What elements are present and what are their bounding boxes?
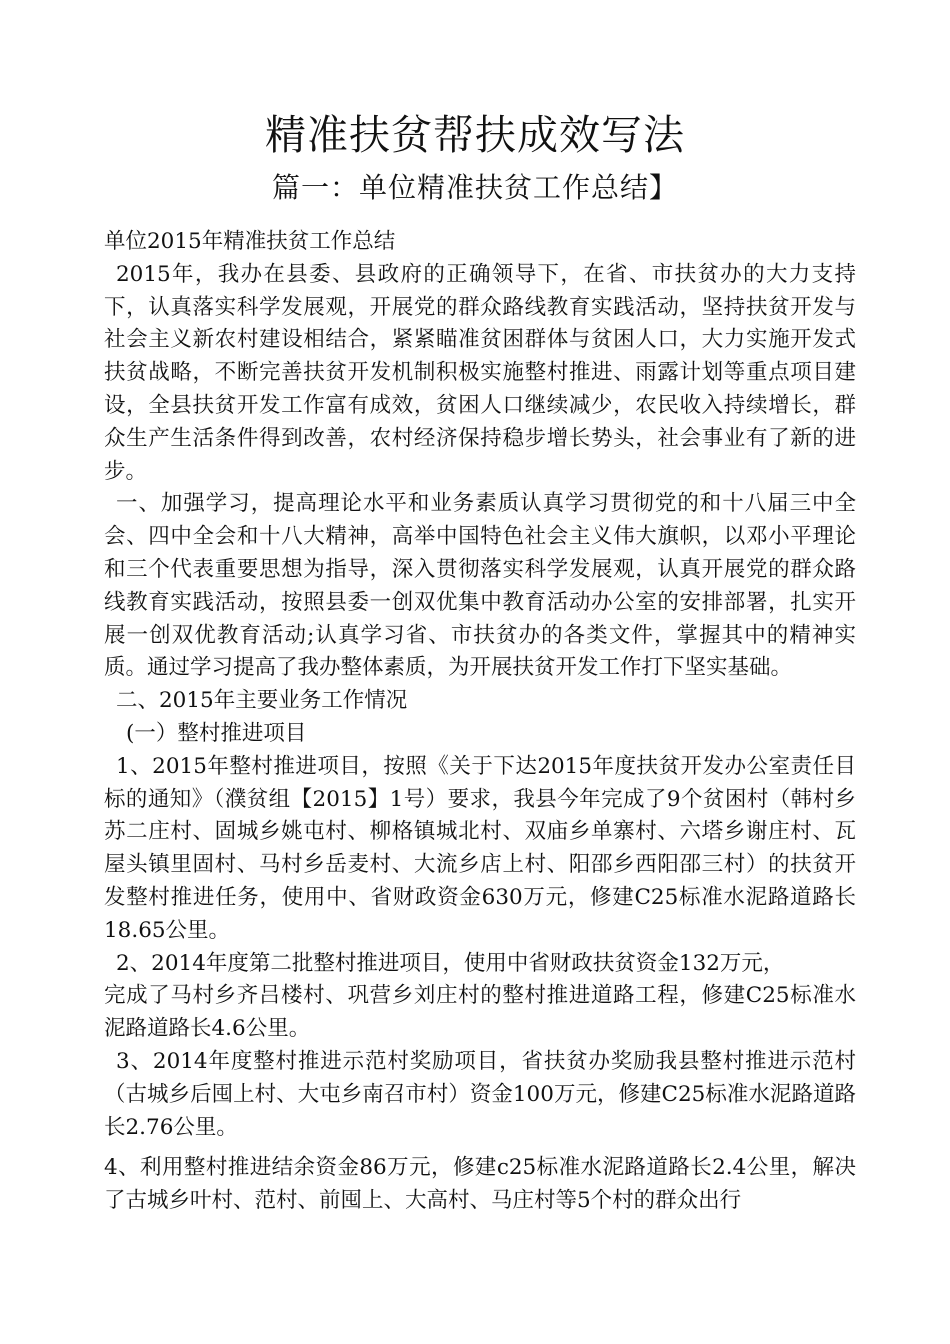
- study-paragraph: 一、加强学习，提高理论水平和业务素质认真学习贯彻党的和十八届三中全会、四中全会和十八大精神，高举中国特色社会主义伟大旗帜，以邓小平理论和三个代表重要思想为指导，深入贯彻落实科学发展观，认真开展党的群众路线教育实践活动，按照县委一创双优集中教育活动办公室的安排部署，扎实开展一创双优教育活动;认真学习省、市扶贫办的各类文件，掌握其中的精神实质。通过学习提高了我办整体素质，为开展扶贫开发工作打下坚实基础。: [104, 491, 856, 681]
- item-3-paragraph: 3、2014年度整村推进示范村奖励项目，省扶贫办奖励我县整村推进示范村（古城乡后囤上村、大屯乡南召市村）资金100万元，修建C25标准水泥路道路长2.76公里。: [104, 1048, 856, 1140]
- intro-paragraph: 2015年，我办在县委、县政府的正确领导下，在省、市扶贫办的大力支持下，认真落实科学发展观，开展党的群众路线教育实践活动，坚持扶贫开发与社会主义新农村建设相结合，紧紧瞄准贫困群体与贫困人口，大力实施开发式扶贫战略，不断完善扶贫开发机制积极实施整村推进、雨露计划等重点项目建设，全县扶贫开发工作富有成效，贫困人口继续减少，农民收入持续增长，群众生产生活条件得到改善，农村经济保持稳步增长势头，社会事业有了新的进步。: [104, 261, 856, 484]
- work-heading: 二、2015年主要业务工作情况: [116, 688, 408, 714]
- item-2-paragraph: 2、2014年度第二批整村推进项目，使用中省财政扶贫资金132万元，: [116, 950, 785, 976]
- document-subtitle: 篇一：单位精准扶贫工作总结】: [271, 171, 678, 204]
- item-2-continuation: 完成了马村乡齐吕楼村、巩营乡刘庄村的整村推进道路工程，修建C25标准水泥路道路长4.6公里。: [104, 983, 856, 1042]
- project-heading: (一）整村推进项目: [126, 720, 307, 746]
- item-4-paragraph: 4、利用整村推进结余资金86万元，修建c25标准水泥路道路长2.4公里，解决了古城乡叶村、范村、前囤上、大高村、马庄村等5个村的群众出行: [104, 1155, 856, 1214]
- item-1-paragraph: 1、2015年整村推进项目，按照《关于下达2015年度扶贫开发办公室责任目标的通知》（濮贫组【2015】1号）要求，我县今年完成了9个贫困村（韩村乡苏二庄村、固城乡姚屯村、柳格镇城北村、双庙乡单寨村、六塔乡谢庄村、瓦屋头镇里固村、马村乡岳麦村、大流乡店上村、阳邵乡西阳邵三村）的扶贫开发整村推进任务，使用中、省财政资金630万元，修建C25标准水泥路道路长18.65公里。: [104, 753, 856, 943]
- section-heading: 单位2015年精准扶贫工作总结: [104, 229, 396, 254]
- document-body: [104, 226, 856, 1218]
- document-title: 精准扶贫帮扶成效写法: [265, 111, 685, 159]
